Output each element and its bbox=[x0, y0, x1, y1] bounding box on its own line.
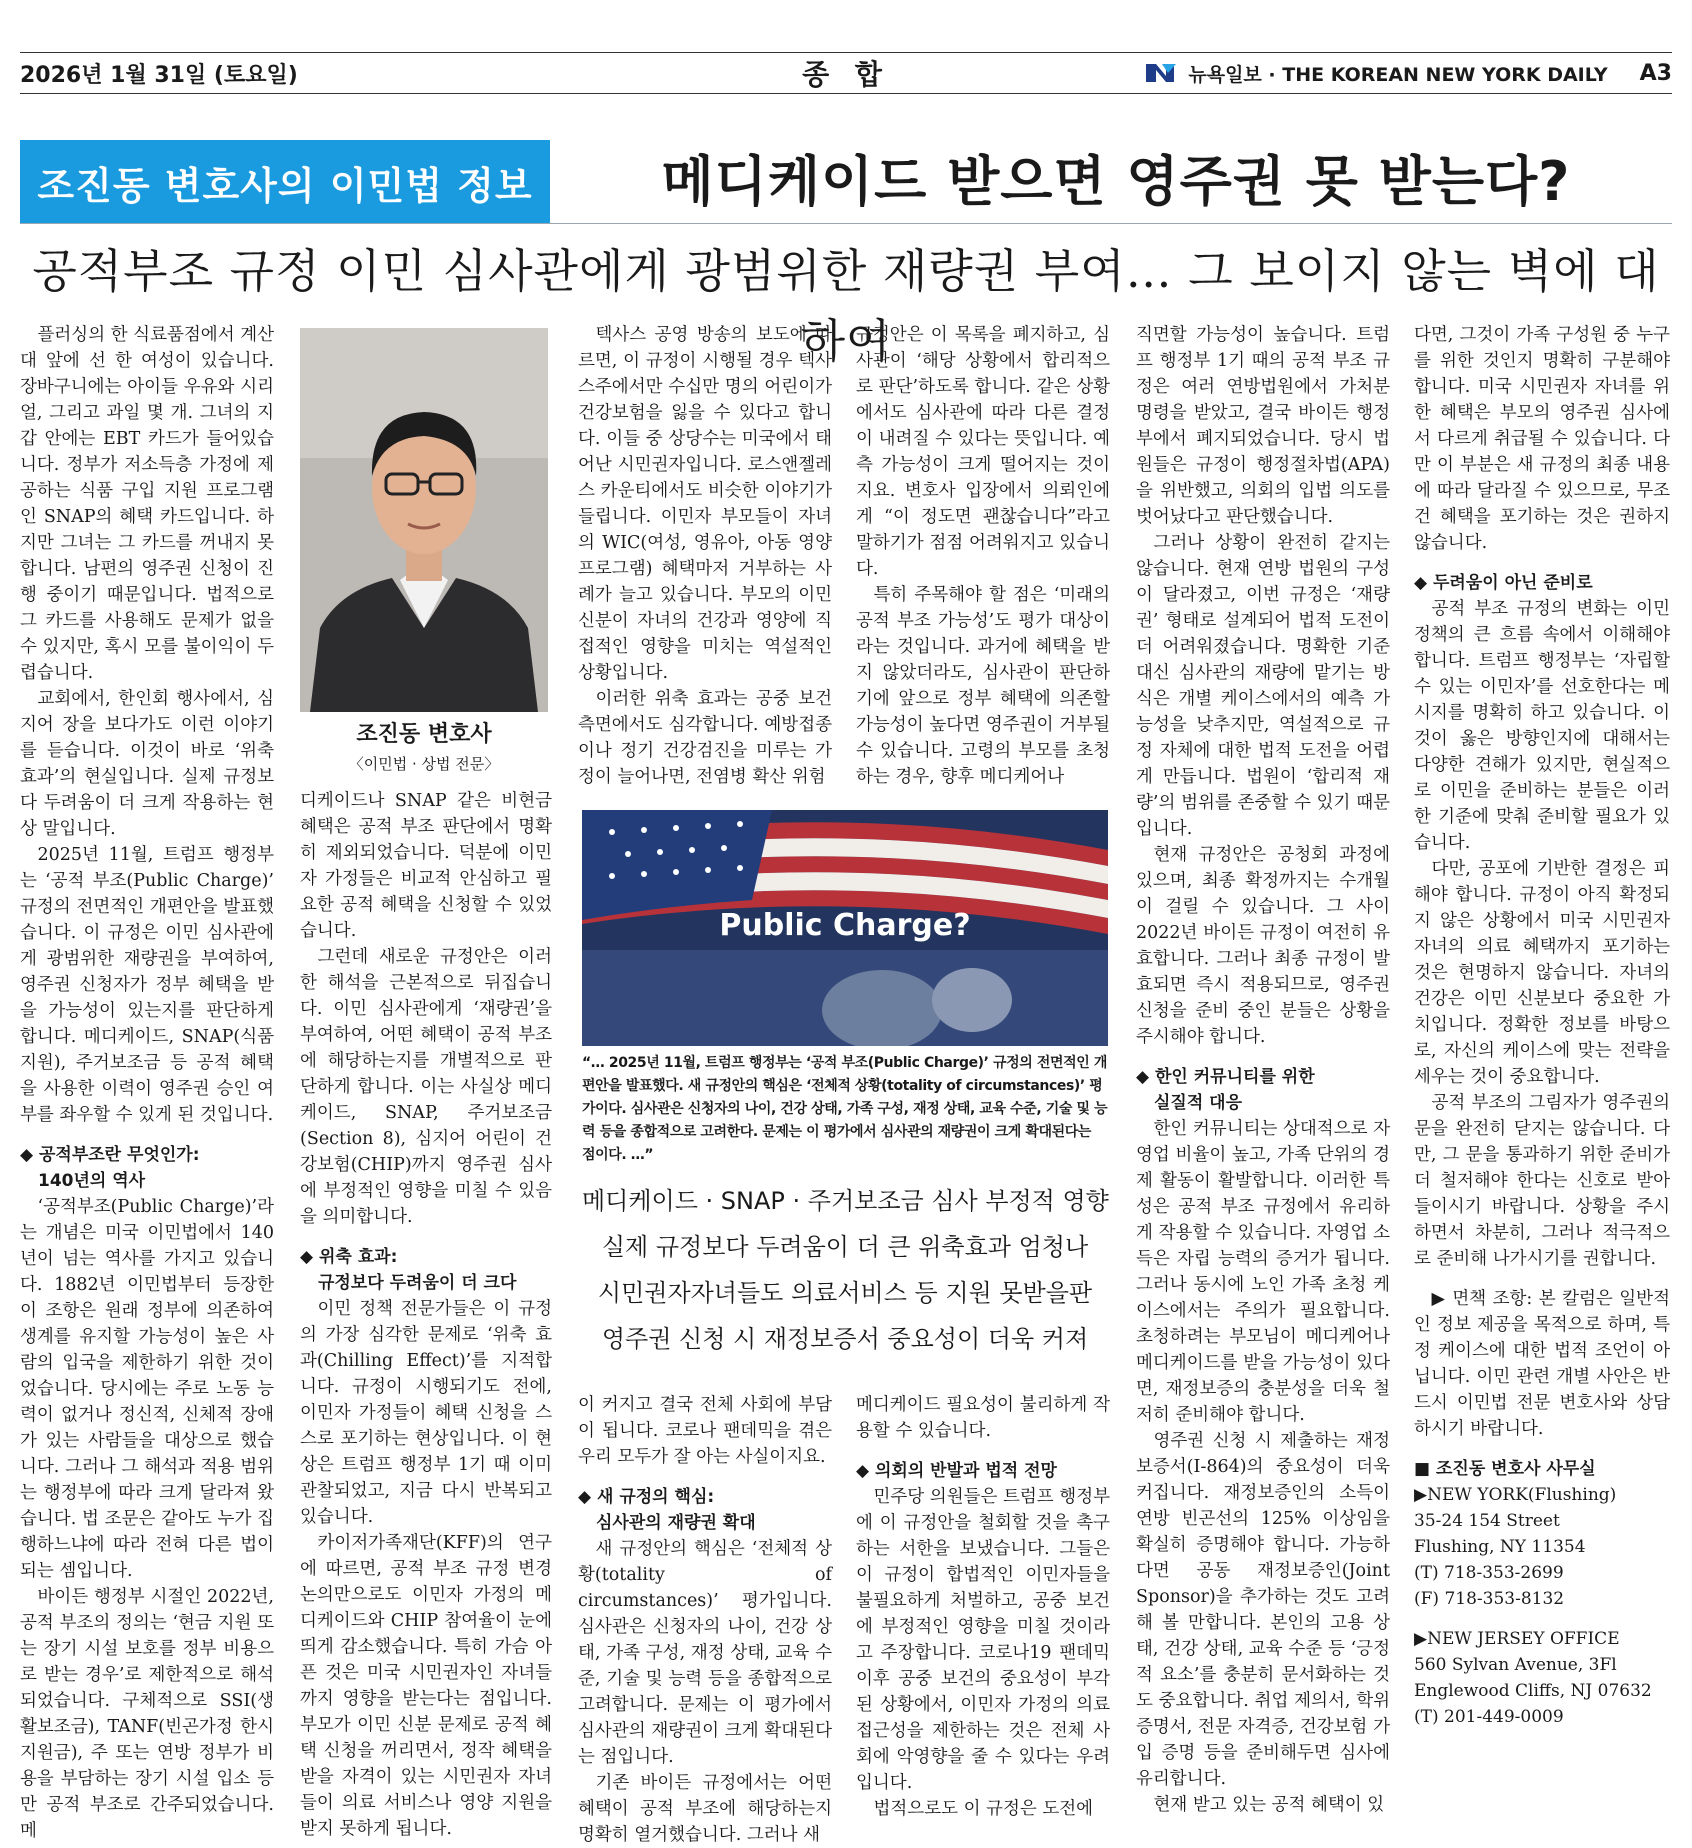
office-nj-address-1: 560 Sylvan Avenue, 3Fl bbox=[1414, 1655, 1617, 1675]
section-heading bbox=[1136, 1064, 1390, 1116]
office-nj-address-2: Englewood Cliffs, NJ 07632 bbox=[1414, 1681, 1652, 1701]
paragraph: 플러싱의 한 식료품점에서 계산대 앞에 선 한 여성이 있습니다. 장바구니에는 아이들 우유와 시리얼, 그리고 과일 몇 개. 그녀의 지갑 안에는 EBT 카드가 들어있습니다. 정부가 저소득층 가정에 제공하는 식품 구입 지원 프로그램인 SNAP의 혜택 카드입니다. 하지만 그녀는 그 카드를 꺼내지 못합니다. 남편의 영주권 신청이 진행 중이기 때문입니다. 법적으로 그 카드를 사용해도 문제가 없을 수 있지만, 혹시 모를 불이익이 두렵습니다. bbox=[20, 325, 274, 683]
issue-date: 2026년 1월 31일 (토요일) bbox=[20, 62, 298, 88]
paragraph: 공적 부조의 그림자가 영주권의 문을 완전히 닫지는 않습니다. 다만, 그 문을 통과하기 위한 준비가 더 철저해야 한다는 신호로 받아들이시기 바랍니다. 상황을 주시하면서 차분히, 그러나 적극적으로 준비해 나가시기를 권합니다. bbox=[1414, 1093, 1670, 1269]
author-portrait-illustration bbox=[300, 328, 548, 712]
section-heading-line: 140년의 역사 bbox=[38, 1171, 146, 1191]
column-5 bbox=[1136, 322, 1390, 1818]
column-3-upper bbox=[578, 322, 832, 790]
section-heading-line: 실질적 대응 bbox=[1154, 1093, 1243, 1113]
pull-quote-line: 시민권자자녀들도 의료서비스 등 지원 못받을판 bbox=[597, 1279, 1093, 1307]
section-heading bbox=[578, 1484, 832, 1536]
paragraph: 바이든 행정부 시절인 2022년, 공적 부조의 정의는 ‘현금 지원 또는 장기 시설 보호를 정부 비용으로 받는 경우’로 제한적으로 해석되었습니다. 구체적으로 SSI(생활보조금), TANF(빈곤가정 한시지원금), 주 또는 연방 정부가 비용을 부담하는 장기 시설 입소 등만 공적 부조로 간주되었습니다. 메 bbox=[20, 1587, 274, 1841]
section-heading bbox=[300, 1244, 552, 1296]
section-heading-line: ◆ 위축 효과: bbox=[300, 1247, 398, 1267]
disclaimer: ▶ 면책 조항: 본 칼럼은 일반적인 정보 제공을 목적으로 하며, 특정 케이스에 대한 법적 조언이 아닙니다. 이민 관련 개별 사안은 반드시 이민법 전문 변호사와 상담하시기 바랍니다. bbox=[1414, 1289, 1670, 1439]
office-ny-label: ▶NEW YORK(Flushing) bbox=[1414, 1485, 1617, 1505]
image-caption: “… 2025년 11월, 트럼프 행정부는 ‘공적 부조(Public Charge)’ 규정의 전면적인 개편안을 발표했다. 새 규정안의 핵심은 ‘전체적 상황(totality of circumstances)’ 평가이다. 심사관은 신청자의 나이, 건강 상태, 가족 구성, 재정 상태, 교육 수준, 기술 및 능력 등을 종합적으로 고려한다. 문제는 이 평가에서 심사관의 재량권이 크게 확대된다는 점이다. …” bbox=[582, 1055, 1108, 1163]
paragraph: 규정안은 이 목록을 폐지하고, 심사관이 ‘해당 상황에서 합리적으로 판단’하도록 합니다. 같은 상황에서도 심사관에 따라 다른 결정이 내려질 수 있다는 뜻입니다. 예측 가능성이 크게 떨어지는 것이지요. 변호사 입장에서 의뢰인에게 “이 정도면 괜찮습니다”라고 말하기가 점점 어려워지고 있습니다. bbox=[856, 325, 1110, 579]
paragraph: 민주당 의원들은 트럼프 행정부에 이 규정안을 철회할 것을 촉구하는 서한을 보냈습니다. 그들은 이 규정이 합법적인 이민자들을 불필요하게 처벌하고, 공중 보건에 부정적인 영향을 미칠 것이라고 주장합니다. 코로나19 팬데믹 이후 공중 보건의 중요성이 부각된 상황에서, 이민자 가정의 의료 접근성을 제한하는 것은 전체 사회에 악영향을 줄 수 있다는 우려입니다. bbox=[856, 1487, 1110, 1793]
paragraph: 메디케이드 필요성이 불리하게 작용할 수 있습니다. bbox=[856, 1395, 1110, 1441]
office-ny-address-2: Flushing, NY 11354 bbox=[1414, 1537, 1586, 1557]
paragraph: 다면, 그것이 가족 구성원 중 누구를 위한 것인지 명확히 구분해야 합니다. 미국 시민권자 자녀를 위한 혜택은 부모의 영주권 심사에서 다르게 취급될 수 있습니다. 다만 이 부분은 새 규정의 최종 내용에 따라 달라질 수 있으므로, 무조건 혜택을 포기하는 것은 권하지 않습니다. bbox=[1414, 325, 1670, 553]
office-ny-fax: (F) 718-353-8132 bbox=[1414, 1589, 1565, 1609]
column-3-lower bbox=[578, 1392, 832, 1848]
section-heading bbox=[20, 1142, 274, 1194]
paragraph: 교회에서, 한인회 행사에서, 심지어 장을 보다가도 이런 이야기를 듣습니다. 이것이 바로 ‘위축 효과’의 현실입니다. 실제 규정보다 두려움이 더 크게 작용하는 현상 말입니다. bbox=[20, 689, 274, 839]
paragraph: 이민 정책 전문가들은 이 규정의 가장 심각한 문제로 ‘위축 효과(Chilling Effect)’를 지적합니다. 규정이 시행되기도 전에, 이민자 가정들이 혜택 신청을 스스로 포기하는 현상입니다. 이 현상은 트럼프 행정부 1기 때 이미 관찰되었고, 지금 다시 반복되고 있습니다. bbox=[300, 1299, 552, 1527]
portrait-caption bbox=[300, 718, 548, 776]
newspaper-logo-icon bbox=[1144, 61, 1178, 85]
paper-name: 뉴욕일보 · THE KOREAN NEW YORK DAILY bbox=[1188, 63, 1608, 86]
paragraph: 이 커지고 결국 전체 사회에 부담이 됩니다. 코로나 팬데믹을 겪은 우리 모두가 잘 아는 사실이지요. bbox=[578, 1395, 832, 1467]
series-banner bbox=[20, 140, 550, 224]
section-heading-line: ◆ 의회의 반발과 법적 전망 bbox=[856, 1461, 1057, 1481]
article-subtitle: 공적부조 규정 이민 심사관에게 광범위한 재량권 부여… 그 보이지 않는 벽에 대하여 bbox=[32, 244, 1660, 368]
paragraph: 디케이드나 SNAP 같은 비현금 혜택은 공적 부조 판단에서 명확히 제외되었습니다. 덕분에 이민자 가정들은 비교적 안심하고 필요한 공적 혜택을 신청할 수 있었습니다. bbox=[300, 791, 552, 941]
office-nj-phone: (T) 201-449-0009 bbox=[1414, 1707, 1564, 1727]
office-ny-phone: (T) 718-353-2699 bbox=[1414, 1563, 1564, 1583]
section-heading-line: ◆ 한인 커뮤니티를 위한 bbox=[1136, 1067, 1315, 1087]
paragraph: 텍사스 공영 방송의 보도에 따르면, 이 규정이 시행될 경우 텍사스주에서만 수십만 명의 어린이가 건강보험을 잃을 수 있다고 합니다. 이들 중 상당수는 미국에서 태어난 시민권자입니다. 로스앤젤레스 카운티에서도 비슷한 이야기가 들립니다. 이민자 부모들이 자녀의 WIC(여성, 영유아, 아동 영양 프로그램) 혜택마저 거부하는 사례가 늘고 있습니다. 부모의 이민 신분이 자녀의 건강과 영양에 직접적인 영향을 미치는 역설적인 상황입니다. bbox=[578, 325, 832, 683]
paragraph: 다만, 공포에 기반한 결정은 피해야 합니다. 규정이 아직 확정되지 않은 상황에서 미국 시민권자 자녀의 의료 혜택까지 포기하는 것은 현명하지 않습니다. 자녀의 건강은 이민 신분보다 중요한 가치입니다. 정확한 정보를 바탕으로, 자신의 케이스에 맞는 전략을 세우는 것이 중요합니다. bbox=[1414, 859, 1670, 1087]
us-flag-image bbox=[582, 810, 1108, 1046]
section-heading-line: 규정보다 두려움이 더 크다 bbox=[318, 1273, 517, 1293]
section-heading-line: ◆ 공적부조란 무엇인가: bbox=[20, 1145, 200, 1165]
section-heading bbox=[1414, 570, 1670, 596]
paragraph: 그런데 새로운 규정안은 이러한 해석을 근본적으로 뒤집습니다. 이민 심사관에게 ‘재량권’을 부여하여, 어떤 혜택이 공적 부조에 해당하는지를 개별적으로 판단하게 합니다. 이는 사실상 메디케이드, SNAP, 주거보조금(Section 8), 심지어 어린이 건강보험(CHIP)까지 영주권 심사에 부정적인 영향을 미칠 수 있음을 의미합니다. bbox=[300, 947, 552, 1227]
office-ny-address-1: 35-24 154 Street bbox=[1414, 1511, 1560, 1531]
column-4-upper bbox=[856, 322, 1110, 790]
office-nj-label: ▶NEW JERSEY OFFICE bbox=[1414, 1629, 1620, 1649]
pull-quote-line: 메디케이드 · SNAP · 주거보조금 심사 부정적 영향 bbox=[582, 1187, 1109, 1215]
column-6 bbox=[1414, 322, 1670, 1730]
paragraph: 이러한 위축 효과는 공중 보건 측면에서도 심각합니다. 예방접종이나 정기 건강검진을 미루는 가정이 늘어나면, 전염병 확산 위험 bbox=[578, 689, 832, 787]
section-heading-line: ◆ 두려움이 아닌 준비로 bbox=[1414, 573, 1593, 593]
page-number: A3 bbox=[1639, 60, 1672, 86]
law-office-info bbox=[1414, 1456, 1670, 1730]
paragraph: 직면할 가능성이 높습니다. 트럼프 행정부 1기 때의 공적 부조 규정은 여러 연방법원에서 가처분 명령을 받았고, 결국 바이든 행정부에서 폐지되었습니다. 당시 법원들은 규정이 행정절차법(APA)을 위반했고, 의회의 입법 의도를 벗어났다고 판단했습니다. bbox=[1136, 325, 1390, 527]
paragraph: 2025년 11월, 트럼프 행정부는 ‘공적 부조(Public Charge)’ 규정의 전면적인 개편안을 발표했습니다. 이 규정은 이민 심사관에게 광범위한 재량권을 부여하여, 영주권 신청자가 정부 혜택을 받을 가능성이 있는지를 판단하게 합니다. 메디케이드, SNAP(식품지원), 주거보조금 등 공적 혜택을 사용한 이력이 영주권 승인 여부를 좌우할 수 있게 된 것입니다. bbox=[20, 845, 274, 1125]
paragraph: 현재 받고 있는 공적 혜택이 있 bbox=[1153, 1795, 1385, 1815]
series-title: 조진동 변호사의 이민법 정보 bbox=[37, 162, 533, 208]
paragraph: 한인 커뮤니티는 상대적으로 자영업 비율이 높고, 가족 단위의 경제 활동이 활발합니다. 이러한 특성은 공적 부조 규정에서 유리하게 작용할 수 있습니다. 자영업 소득은 자립 능력의 증거가 됩니다. 그러나 동시에 노인 가족 초청 케이스에서는 주의가 필요합니다. 초청하려는 부모님이 메디케어나 메디케이드를 받을 가능성이 있다면, 재정보증의 충분성을 더욱 철저히 준비해야 합니다. bbox=[1136, 1119, 1390, 1425]
paragraph: 특히 주목해야 할 점은 ‘미래의 공적 부조 가능성’도 평가 대상이라는 것입니다. 과거에 혜택을 받지 않았더라도, 심사관이 판단하기에 앞으로 정부 혜택에 의존할 가능성이 높다면 영주권이 거부될 수 있습니다. 고령의 부모를 초청하는 경우, 향후 메디케어나 bbox=[856, 585, 1110, 787]
image-text: Public Charge? bbox=[719, 908, 971, 943]
paragraph: 공적 부조 규정의 변화는 이민 정책의 큰 흐름 속에서 이해해야 합니다. 트럼프 행정부는 ‘자립할 수 있는 이민자’를 선호한다는 메시지를 명확히 하고 있습니다. 이것이 옳은 방향인지에 대해서는 다양한 견해가 있지만, 현실적으로 이민을 준비하는 분들은 이러한 기준에 맞춰 준비할 필요가 있습니다. bbox=[1414, 599, 1670, 853]
paragraph: 영주권 신청 시 제출하는 재정보증서(I-864)의 중요성이 더욱 커집니다. 재정보증인의 소득이 연방 빈곤선의 125% 이상임을 확실히 증명해야 합니다. 가능하다면 공동 재정보증인(Joint Sponsor)을 추가하는 것도 고려해 볼 만합니다. 본인의 고용 상태, 건강 상태, 교육 수준 등 ‘긍정적 요소’를 충분히 문서화하는 것도 중요합니다. 취업 제의서, 학위 증명서, 전문 자격증, 건강보험 가입 증명 등을 준비해두면 심사에 유리합니다. bbox=[1136, 1431, 1390, 1789]
paragraph: 현재 규정안은 공청회 과정에 있으며, 최종 확정까지는 수개월이 걸릴 수 있습니다. 그 사이 2022년 바이든 규정이 여전히 유효합니다. 그러나 최종 규정이 발효되면 즉시 적용되므로, 영주권 신청을 준비 중인 분들은 상황을 주시해야 합니다. bbox=[1136, 845, 1390, 1047]
section-heading-line: 심사관의 재량권 확대 bbox=[596, 1513, 756, 1533]
headline-divider bbox=[20, 223, 1672, 224]
author-name: 조진동 변호사 bbox=[356, 722, 492, 747]
column-1 bbox=[20, 322, 274, 1844]
section-heading-line: ◆ 새 규정의 핵심: bbox=[578, 1487, 715, 1507]
pull-quote-line: 실제 규정보다 두려움이 더 큰 위축효과 엄청나 bbox=[601, 1233, 1089, 1261]
paragraph: 새 규정안의 핵심은 ‘전체적 상황(totality of circumstances)’ 평가입니다. 심사관은 신청자의 나이, 건강 상태, 가족 구성, 재정 상태, 교육 수준, 기술 및 능력 등을 종합적으로 고려합니다. 문제는 이 평가에서 심사관의 재량권이 크게 확대된다는 점입니다. bbox=[578, 1539, 832, 1767]
office-title: ■ 조진동 변호사 사무실 bbox=[1414, 1459, 1596, 1479]
paragraph: ‘공적부조(Public Charge)’라는 개념은 미국 이민법에서 140년이 넘는 역사를 가지고 있습니다. 1882년 이민법부터 등장한 이 조항은 원래 정부에 의존하여 생계를 유지할 가능성이 높은 사람의 입국을 제한하기 위한 것이었습니다. 당시에는 주로 노동 능력이 없거나 정신적, 신체적 장애가 있는 사람들을 대상으로 했습니다. 그러나 그 해석과 적용 범위는 행정부에 따라 크게 달라져 왔습니다. 법 조문은 같아도 누가 집행하느냐에 따라 전혀 다른 법이 되는 셈입니다. bbox=[20, 1197, 274, 1581]
section-name: 종 합 bbox=[802, 58, 890, 91]
section-heading bbox=[856, 1458, 1110, 1484]
article-title: 메디케이드 받으면 영주권 못 받는다? bbox=[661, 150, 1571, 213]
pull-quote-line: 영주권 신청 시 재정보증서 중요성이 더욱 커져 bbox=[601, 1325, 1089, 1353]
author-specialty: 〈이민법 · 상법 전문〉 bbox=[348, 755, 500, 773]
paragraph: 카이저가족재단(KFF)의 연구에 따르면, 공적 부조 규정 변경 논의만으로도 이민자 가정의 메디케이드와 CHIP 참여율이 눈에 띄게 감소했습니다. 특히 가슴 아픈 것은 미국 시민권자인 자녀들까지 영향을 받는다는 점입니다. 부모가 이민 신분 문제로 공적 혜택 신청을 꺼리면서, 정작 혜택을 받을 자격이 있는 시민권자 자녀들이 의료 서비스나 영양 지원을 받지 못하게 됩니다. bbox=[300, 1533, 552, 1839]
pull-quote bbox=[582, 1178, 1108, 1362]
paragraph: 그러나 상황이 완전히 같지는 않습니다. 현재 연방 법원의 구성이 달라졌고, 이번 규정은 ‘재량권’ 형태로 설계되어 법적 도전이 더 어려워졌습니다. 명확한 기준 대신 심사관의 재량에 맡기는 방식은 개별 케이스에서의 예측 가능성을 낮추지만, 역설적으로 규정 자체에 대한 법적 도전을 어렵게 만듭니다. 법원이 ‘합리적 재량’의 범위를 존중할 수 있기 때문입니다. bbox=[1136, 533, 1390, 839]
masthead bbox=[20, 52, 1672, 94]
paragraph: 법적으로도 이 규정은 도전에 bbox=[873, 1799, 1094, 1819]
author-photo bbox=[300, 328, 548, 712]
paragraph: 기존 바이든 규정에서는 어떤 혜택이 공적 부조에 해당하는지 명확히 열거했습니다. 그러나 새 bbox=[578, 1773, 832, 1845]
paper-branding bbox=[1144, 60, 1672, 87]
column-2 bbox=[300, 788, 552, 1842]
column-4-lower bbox=[856, 1392, 1110, 1822]
